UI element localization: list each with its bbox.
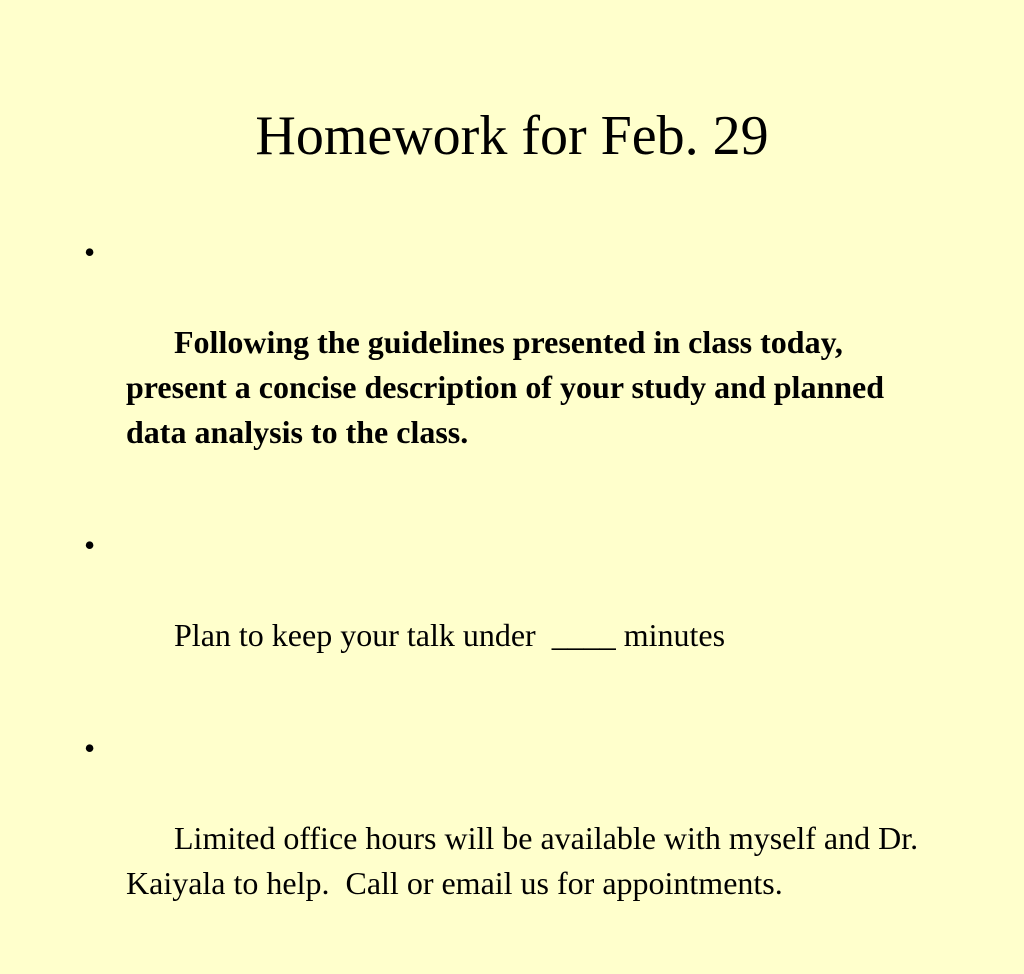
bullet-list bbox=[84, 230, 944, 974]
bullet-marker: • bbox=[84, 527, 96, 563]
bullet-item-talk-length bbox=[84, 523, 944, 703]
bullet-text: Following the guidelines presented in class today, present a concise description of your study and planned data analysis to the class. bbox=[126, 324, 893, 450]
slide-title: Homework for Feb. 29 bbox=[255, 105, 769, 167]
bullet-item-guidelines bbox=[84, 230, 944, 500]
bullet-text: Plan to keep your talk under ____ minutes bbox=[174, 617, 726, 653]
bullet-text: Limited office hours will be available with myself and Dr. Kaiyala to help. Call or email us for appointments. bbox=[126, 820, 927, 901]
bullet-marker: • bbox=[84, 234, 96, 270]
bullet-item-office-hours bbox=[84, 726, 944, 951]
bullet-marker: • bbox=[84, 730, 96, 766]
